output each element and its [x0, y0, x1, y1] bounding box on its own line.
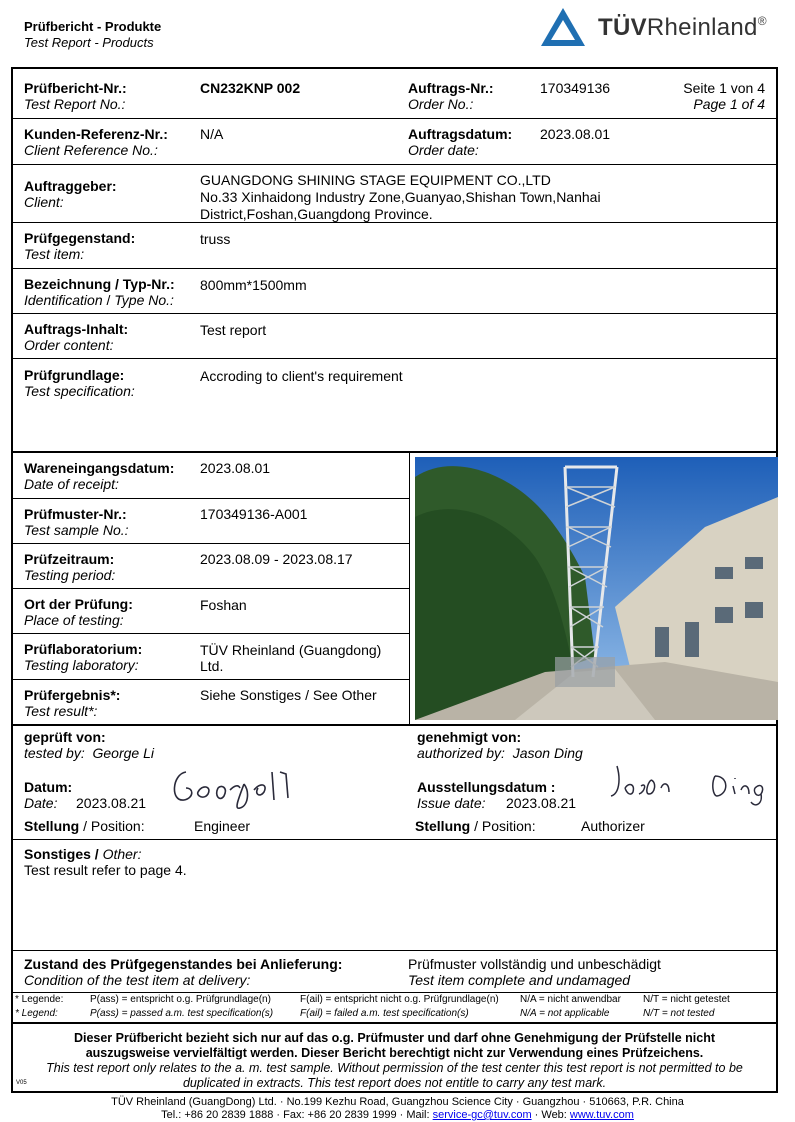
- disclaimer-de-2: auszugsweise vervielfältigt werden. Dieser Bericht berechtigt nicht zur Verwendung eines Prüfzeichens.: [85, 1046, 704, 1060]
- other-label: Sonstiges / Other:: [24, 846, 142, 862]
- authorized-by-label: genehmigt von:: [417, 729, 522, 745]
- tested-by: tested by: George Li: [24, 745, 154, 761]
- testing-period-label-en: Testing period:: [24, 567, 116, 583]
- legend-de-0: * Legende:: [15, 994, 64, 1005]
- signature-george: [168, 762, 308, 812]
- order-no-label-en: Order No.:: [408, 96, 474, 112]
- divider: [12, 950, 778, 951]
- version-mark: V05: [16, 1080, 27, 1086]
- condition-label: Zustand des Prüfgegenstandes bei Anlieferung:: [24, 956, 343, 972]
- issue-date-value: 2023.08.21: [506, 795, 577, 811]
- place-label-en: Place of testing:: [24, 612, 124, 628]
- position-left-label: Stellung / Position:: [24, 818, 145, 834]
- other-value: Test result refer to page 4.: [24, 862, 187, 878]
- sample-no-label-en: Test sample No.:: [24, 522, 129, 538]
- testing-period-label: Prüfzeitraum:: [24, 551, 115, 567]
- identification-label: Bezeichnung / Typ-Nr.:: [24, 276, 175, 292]
- client-label-en: Client:: [24, 194, 64, 210]
- legend-en-0: * Legend:: [15, 1008, 58, 1019]
- tuv-logo-icon: [539, 6, 587, 48]
- client-ref-label-en: Client Reference No.:: [24, 142, 158, 158]
- authorized-by: authorized by: Jason Ding: [417, 745, 583, 761]
- legend-en-3: N/A = not applicable: [520, 1008, 610, 1019]
- order-content-value: Test report: [200, 322, 267, 338]
- legend-en-1: P(ass) = passed a.m. test specification(s): [90, 1008, 274, 1019]
- header-title-en: Test Report - Products: [24, 35, 154, 50]
- legend-en-4: N/T = not tested: [643, 1008, 715, 1019]
- test-item-photo: [415, 457, 778, 720]
- client-label: Auftraggeber:: [24, 178, 117, 194]
- legend-de-4: N/T = nicht getestet: [643, 994, 730, 1005]
- test-item-value: truss: [200, 231, 231, 247]
- divider: [12, 118, 778, 119]
- order-content-label-en: Order content:: [24, 337, 114, 353]
- test-item-label-en: Test item:: [24, 246, 85, 262]
- logo-text: TÜVRheinland®: [598, 14, 767, 41]
- client-name: GUANGDONG SHINING STAGE EQUIPMENT CO.,LTD: [200, 172, 551, 188]
- position-right-value: Authorizer: [581, 818, 645, 834]
- client-address-2: District,Foshan,Guangdong Province.: [200, 206, 433, 222]
- disclaimer-en-1: This test report only relates to the a. m. test sample. Without permission of the test center this test report is not permitted to be: [46, 1061, 743, 1075]
- report-no-value: CN232KNP 002: [200, 80, 301, 96]
- divider: [12, 543, 409, 544]
- divider: [12, 724, 778, 726]
- lab-value-2: Ltd.: [200, 658, 224, 674]
- tested-by-label: geprüft von:: [24, 729, 106, 745]
- disclaimer-de-1: Dieser Prüfbericht bezieht sich nur auf das o.g. Prüfmuster und darf ohne Genehmigung der Prüfstelle nicht: [73, 1031, 716, 1045]
- sample-no-value: 170349136-A001: [200, 506, 308, 522]
- result-value: Siehe Sonstiges / See Other: [200, 687, 377, 703]
- footer-address: TÜV Rheinland (GuangDong) Ltd. · No.199 Kezhu Road, Guangzhou Science City · Guangzhou · 510663, P.R. China: [111, 1096, 684, 1108]
- page-number-en: Page 1 of 4: [693, 96, 765, 112]
- order-date-label: Auftragsdatum:: [408, 126, 513, 142]
- report-no-label: Prüfbericht-Nr.:: [24, 80, 127, 96]
- report-no-label-en: Test Report No.:: [24, 96, 126, 112]
- date-value: 2023.08.21: [76, 795, 147, 811]
- divider: [12, 164, 778, 165]
- divider: [12, 451, 778, 453]
- place-value: Foshan: [200, 597, 247, 613]
- receipt-date-label-en: Date of receipt:: [24, 476, 119, 492]
- identification-label-en: Identification / Type No.:: [24, 292, 174, 308]
- legend-de-1: P(ass) = entspricht o.g. Prüfgrundlage(n): [90, 994, 271, 1005]
- receipt-date-label: Wareneingangsdatum:: [24, 460, 175, 476]
- divider: [12, 839, 778, 840]
- test-spec-label: Prüfgrundlage:: [24, 367, 125, 383]
- place-label: Ort der Prüfung:: [24, 596, 133, 612]
- divider: [12, 1022, 778, 1024]
- divider: [12, 268, 778, 269]
- test-spec-value: Accroding to client's requirement: [200, 368, 403, 384]
- order-date-label-en: Order date:: [408, 142, 479, 158]
- divider: [12, 588, 409, 589]
- divider: [409, 453, 410, 725]
- position-right-label: Stellung / Position:: [415, 818, 536, 834]
- position-left-value: Engineer: [194, 818, 251, 834]
- footer-contact: Tel.: +86 20 2839 1888 · Fax: +86 20 2839 1999 · Mail: service-gc@tuv.com · Web: www.tuv.com: [161, 1109, 634, 1121]
- result-label-en: Test result*:: [24, 703, 98, 719]
- identification-value: 800mm*1500mm: [200, 277, 307, 293]
- lab-label-en: Testing laboratory:: [24, 657, 139, 673]
- client-ref-value: N/A: [200, 126, 224, 142]
- condition-value: Prüfmuster vollständig und unbeschädigt: [408, 956, 661, 972]
- signature-jason: [605, 760, 775, 810]
- client-address-1: No.33 Xinhaidong Industry Zone,Guanyao,Shishan Town,Nanhai: [200, 189, 601, 205]
- test-spec-label-en: Test specification:: [24, 383, 135, 399]
- mail-link[interactable]: service-gc@tuv.com: [432, 1109, 532, 1121]
- test-item-label: Prüfgegenstand:: [24, 230, 136, 246]
- order-no-label: Auftrags-Nr.:: [408, 80, 494, 96]
- divider: [12, 358, 778, 359]
- legend-de-3: N/A = nicht anwendbar: [520, 994, 621, 1005]
- legend-en-2: F(ail) = failed a.m. test specification(s): [300, 1008, 469, 1019]
- divider: [12, 633, 409, 634]
- sample-no-label: Prüfmuster-Nr.:: [24, 506, 127, 522]
- issue-date-label-en: Issue date:: [417, 795, 486, 811]
- condition-label-en: Condition of the test item at delivery:: [24, 972, 251, 988]
- order-date-value: 2023.08.01: [540, 126, 611, 142]
- order-no-value: 170349136: [540, 80, 611, 96]
- divider: [12, 222, 778, 223]
- divider: [12, 498, 409, 499]
- client-ref-label: Kunden-Referenz-Nr.:: [24, 126, 168, 142]
- condition-value-en: Test item complete and undamaged: [408, 972, 631, 988]
- divider: [12, 313, 778, 314]
- date-label: Datum:: [24, 779, 73, 795]
- lab-value-1: TÜV Rheinland (Guangdong): [200, 642, 382, 658]
- order-content-label: Auftrags-Inhalt:: [24, 321, 129, 337]
- result-label: Prüfergebnis*:: [24, 687, 121, 703]
- page-number: Seite 1 von 4: [683, 80, 765, 96]
- legend-de-2: F(ail) = entspricht nicht o.g. Prüfgrundlage(n): [300, 994, 499, 1005]
- web-link[interactable]: www.tuv.com: [569, 1109, 634, 1121]
- date-label-en: Date:: [24, 795, 58, 811]
- testing-period-value: 2023.08.09 - 2023.08.17: [200, 551, 353, 567]
- disclaimer-en-2: duplicated in extracts. This test report does not entitle to carry any test mark.: [182, 1076, 607, 1090]
- receipt-date-value: 2023.08.01: [200, 460, 271, 476]
- header-title-de: Prüfbericht - Produkte: [24, 19, 162, 34]
- issue-date-label: Ausstellungsdatum :: [417, 779, 556, 795]
- divider: [12, 679, 409, 680]
- lab-label: Prüflaboratorium:: [24, 641, 143, 657]
